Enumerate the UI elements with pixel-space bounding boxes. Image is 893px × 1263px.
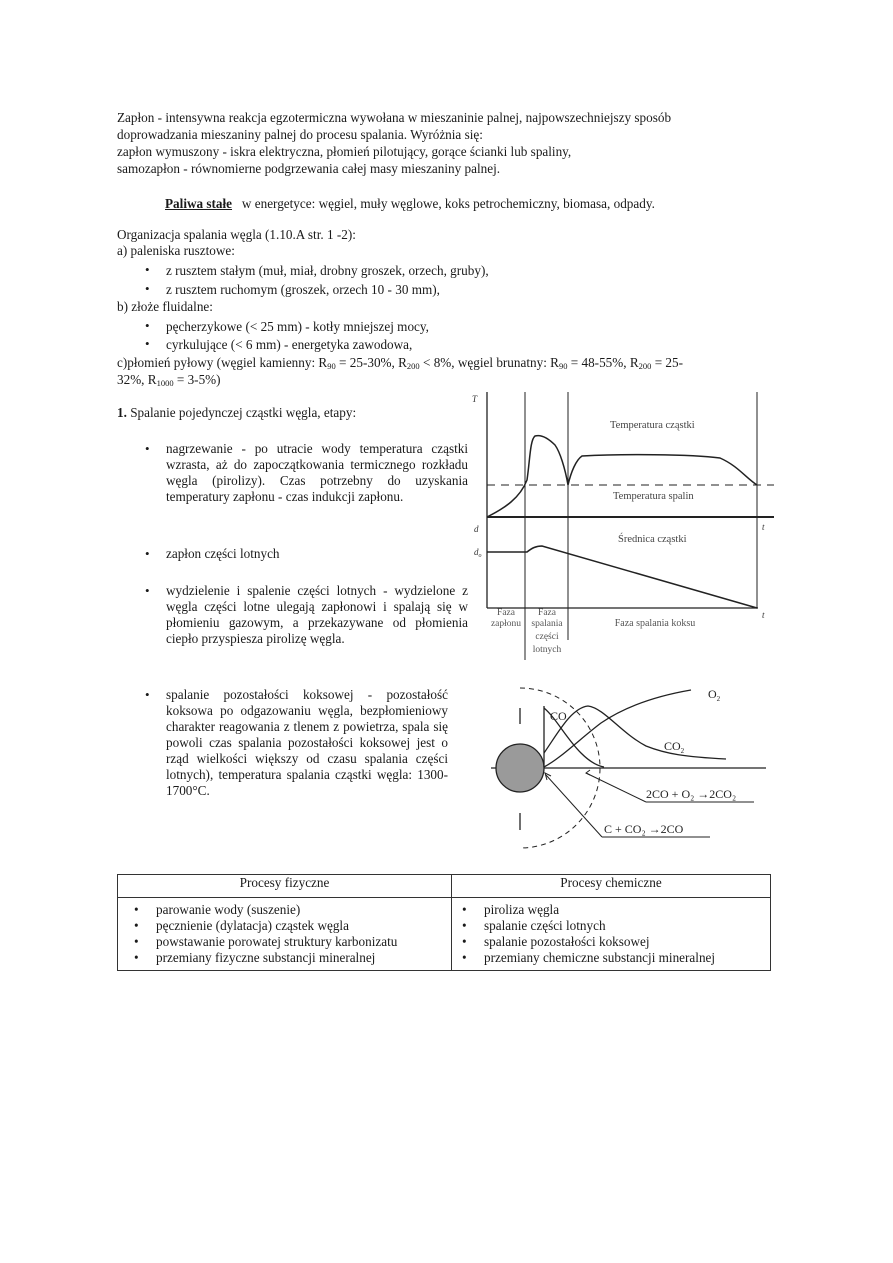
organization-a-item-2: z rusztem ruchomym (groszek, orzech 10 - 30 mm),	[166, 282, 440, 297]
organization-heading: Organizacja spalania węgla (1.10.A str. 1 -2):	[117, 227, 356, 242]
organization-b-label: b) złoże fluidalne:	[117, 299, 213, 314]
organization-a-label: a) paleniska rusztowe:	[117, 243, 235, 258]
phase2-label-line4: lotnych	[532, 645, 562, 655]
stage-item-1: nagrzewanie - po utracie wody temperatura cząstki wzrasta, aż do zapoczątkowania termicznego rozkładu węgla (pirolizy). Czas potrzebny do uzyskania temperatury zapłonu - czas indukcji zapłonu.	[166, 441, 468, 504]
co-label: CO	[550, 709, 567, 723]
list-item: • spalanie części lotnych	[456, 918, 766, 934]
list-item: • przemiany fizyczne substancji mineralnej	[128, 950, 447, 966]
table-row	[118, 898, 771, 971]
axis-t-label-2: t	[762, 610, 765, 620]
co2-curve	[544, 706, 726, 759]
list-item: • powstawanie porowatej struktury karbonizatu	[128, 934, 447, 950]
list-item: • parowanie wody (suszenie)	[128, 902, 447, 918]
list-item: • piroliza węgla	[456, 902, 766, 918]
stage-item-2: zapłon części lotnych	[166, 546, 280, 561]
particle-temperature-curve	[487, 436, 757, 517]
table-header-row	[118, 875, 771, 898]
header-chemical: Procesy chemiczne	[452, 875, 771, 898]
fuels-line	[165, 196, 655, 212]
bullet: •	[145, 281, 150, 296]
intro-line-2: doprowadzania mieszaniny palnej do procesu spalania. Wyróżnia się:	[117, 127, 483, 142]
intro-line-3: zapłon wymuszony - iskra elektryczna, płomień pilotujący, gorące ścianki lub spaliny,	[117, 144, 572, 159]
header-physical: Procesy fizyczne	[118, 875, 452, 898]
stage-item-3: wydzielenie i spalenie części lotnych - wydzielone z węgla części lotne ulegają zapłonowi i spalają się w płomieniu gazowym, a przekazywane od płomienia ciepło przyspiesza pirolizę węgla.	[166, 583, 468, 646]
organization-b-item-2: cyrkulujące (< 6 mm) - energetyka zawodowa,	[166, 337, 413, 352]
bullet: •	[145, 583, 150, 598]
particle-temperature-label: Temperatura cząstki	[610, 420, 695, 431]
particle-gas-profile-diagram	[486, 678, 781, 863]
o2-label: $O_2$	[708, 687, 721, 703]
organization-b-item-1: pęcherzykowe (< 25 mm) - kotły mniejszej mocy,	[166, 319, 429, 334]
stages-heading: 1. Spalanie pojedynczej cząstki węgla, etapy:	[117, 405, 357, 420]
phase2-label-line1: Faza	[538, 608, 556, 618]
phase2-label-line2: spalania	[531, 619, 563, 629]
intro-line-1: Zapłon - intensywna reakcja egzotermiczna wywołana w mieszaninie palnej, najpowszechniejszy sposób	[117, 110, 672, 125]
list-item: • pęcznienie (dylatacja) cząstek węgla	[128, 918, 447, 934]
organization-c-line-1: c)płomień pyłowy (węgiel kamienny: $R_{90} = 25-30\%$, $R_{200} < 8\%$, węgiel brunatny: $R_{90} = 48-55\%$, $R_{200} = 25-$	[117, 355, 684, 371]
o2-curve	[544, 690, 691, 767]
arrow-head	[586, 770, 590, 775]
diameter-label: Średnica cząstki	[618, 534, 687, 545]
organization-a-item-1: z rusztem stałym (muł, miał, drobny groszek, orzech, gruby),	[166, 263, 489, 278]
bullet: •	[145, 546, 150, 561]
particle-diameter-line	[487, 546, 757, 608]
combustion-phases-diagram	[470, 390, 780, 665]
phase1-label-line2: zapłonu	[490, 619, 522, 629]
phase1-label-line1: Faza	[497, 608, 515, 618]
bullet: •	[145, 687, 150, 702]
list-item: • spalanie pozostałości koksowej	[456, 934, 766, 950]
bullet: •	[145, 336, 150, 351]
reaction1-label: 2CO + O₂ →2CO₂	[646, 787, 737, 801]
axis-T-label: T	[472, 394, 478, 404]
coal-particle	[496, 744, 544, 792]
chemical-cell	[452, 898, 771, 971]
axis-t-label-1: t	[762, 522, 765, 532]
stage-item-4: spalanie pozostałości koksowej - pozostałość koksowa po odgazowaniu węgla, bezpłomieniowy charakter reagowania z tlenem z powietrza, spala się powoli czas spalania pozostałości koksowej jest o rząd wielkości większy od czasu spalania części lotnych), temperatura spalania cząstki węgla: 1300-1700°C.	[166, 687, 448, 798]
flue-temperature-label: Temperatura spalin	[613, 491, 694, 502]
axis-d0-label: $d_o$	[474, 547, 482, 559]
fuels-title: Paliwa stałe	[165, 196, 233, 211]
physical-cell	[118, 898, 452, 971]
processes-table	[117, 874, 771, 971]
reaction2-label: C + CO₂ →2CO	[604, 822, 684, 836]
phase3-label: Faza spalania koksu	[614, 618, 696, 629]
phase2-label-line3: części	[535, 632, 559, 642]
axis-d-label: d	[474, 524, 479, 534]
fuels-text: w energetyce: węgiel, muły węglowe, koks petrochemiczny, biomasa, odpady.	[241, 196, 655, 211]
bullet: •	[145, 262, 150, 277]
organization-c-line-2: 32%, $R_{1000} = 3-5\%$)	[117, 372, 221, 388]
list-item: • przemiany chemiczne substancji mineralnej	[456, 950, 766, 966]
bullet: •	[145, 441, 150, 456]
intro-line-4: samozapłon - równomierne podgrzewania całej masy mieszaniny palnej.	[117, 161, 501, 176]
co2-label: $CO_2$	[664, 739, 685, 755]
bullet: •	[145, 318, 150, 333]
